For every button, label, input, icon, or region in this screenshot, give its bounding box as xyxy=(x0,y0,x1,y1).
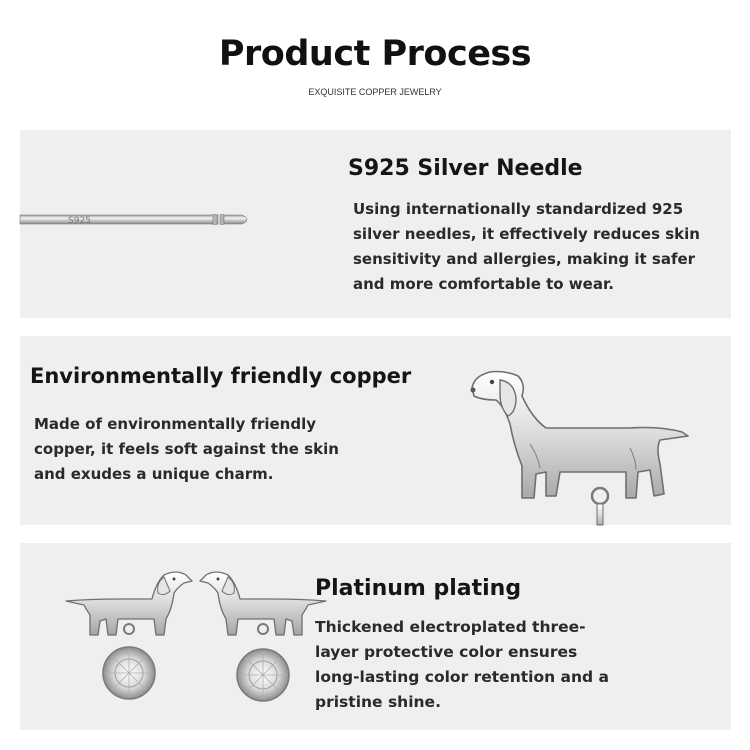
body-line: Using internationally standardized 925 xyxy=(353,200,684,218)
earring-pair-image xyxy=(60,543,310,730)
page-subtitle: EXQUISITE COPPER JEWELRY xyxy=(308,87,442,97)
body-line: silver needles, it effectively reduces skin xyxy=(353,225,700,243)
body-line: and exudes a unique charm. xyxy=(34,465,274,483)
section-body xyxy=(315,615,609,715)
section-platinum xyxy=(20,543,731,730)
body-line: and more comfortable to wear. xyxy=(353,275,614,293)
section-silver-needle xyxy=(20,130,731,318)
body-line: Made of environmentally friendly xyxy=(34,415,317,433)
needle-stamp: S925 xyxy=(68,216,91,226)
section-heading: Platinum plating xyxy=(315,576,522,601)
section-copper xyxy=(20,336,731,525)
page-title: Product Process xyxy=(218,34,532,74)
body-line: pristine shine. xyxy=(315,693,441,711)
body-line: copper, it feels soft against the skin xyxy=(34,440,339,458)
dachshund-earring-image xyxy=(460,336,700,525)
body-line: sensitivity and allergies, making it safer xyxy=(353,250,696,268)
body-line: Thickened electroplated three- xyxy=(315,618,586,636)
section-heading: S925 Silver Needle xyxy=(348,156,583,181)
silver-needle-image xyxy=(20,205,260,235)
body-line: layer protective color ensures xyxy=(315,643,578,661)
section-body xyxy=(34,412,339,487)
body-line: long-lasting color retention and a xyxy=(315,668,609,686)
section-heading: Environmentally friendly copper xyxy=(30,364,412,388)
section-body xyxy=(353,197,700,297)
